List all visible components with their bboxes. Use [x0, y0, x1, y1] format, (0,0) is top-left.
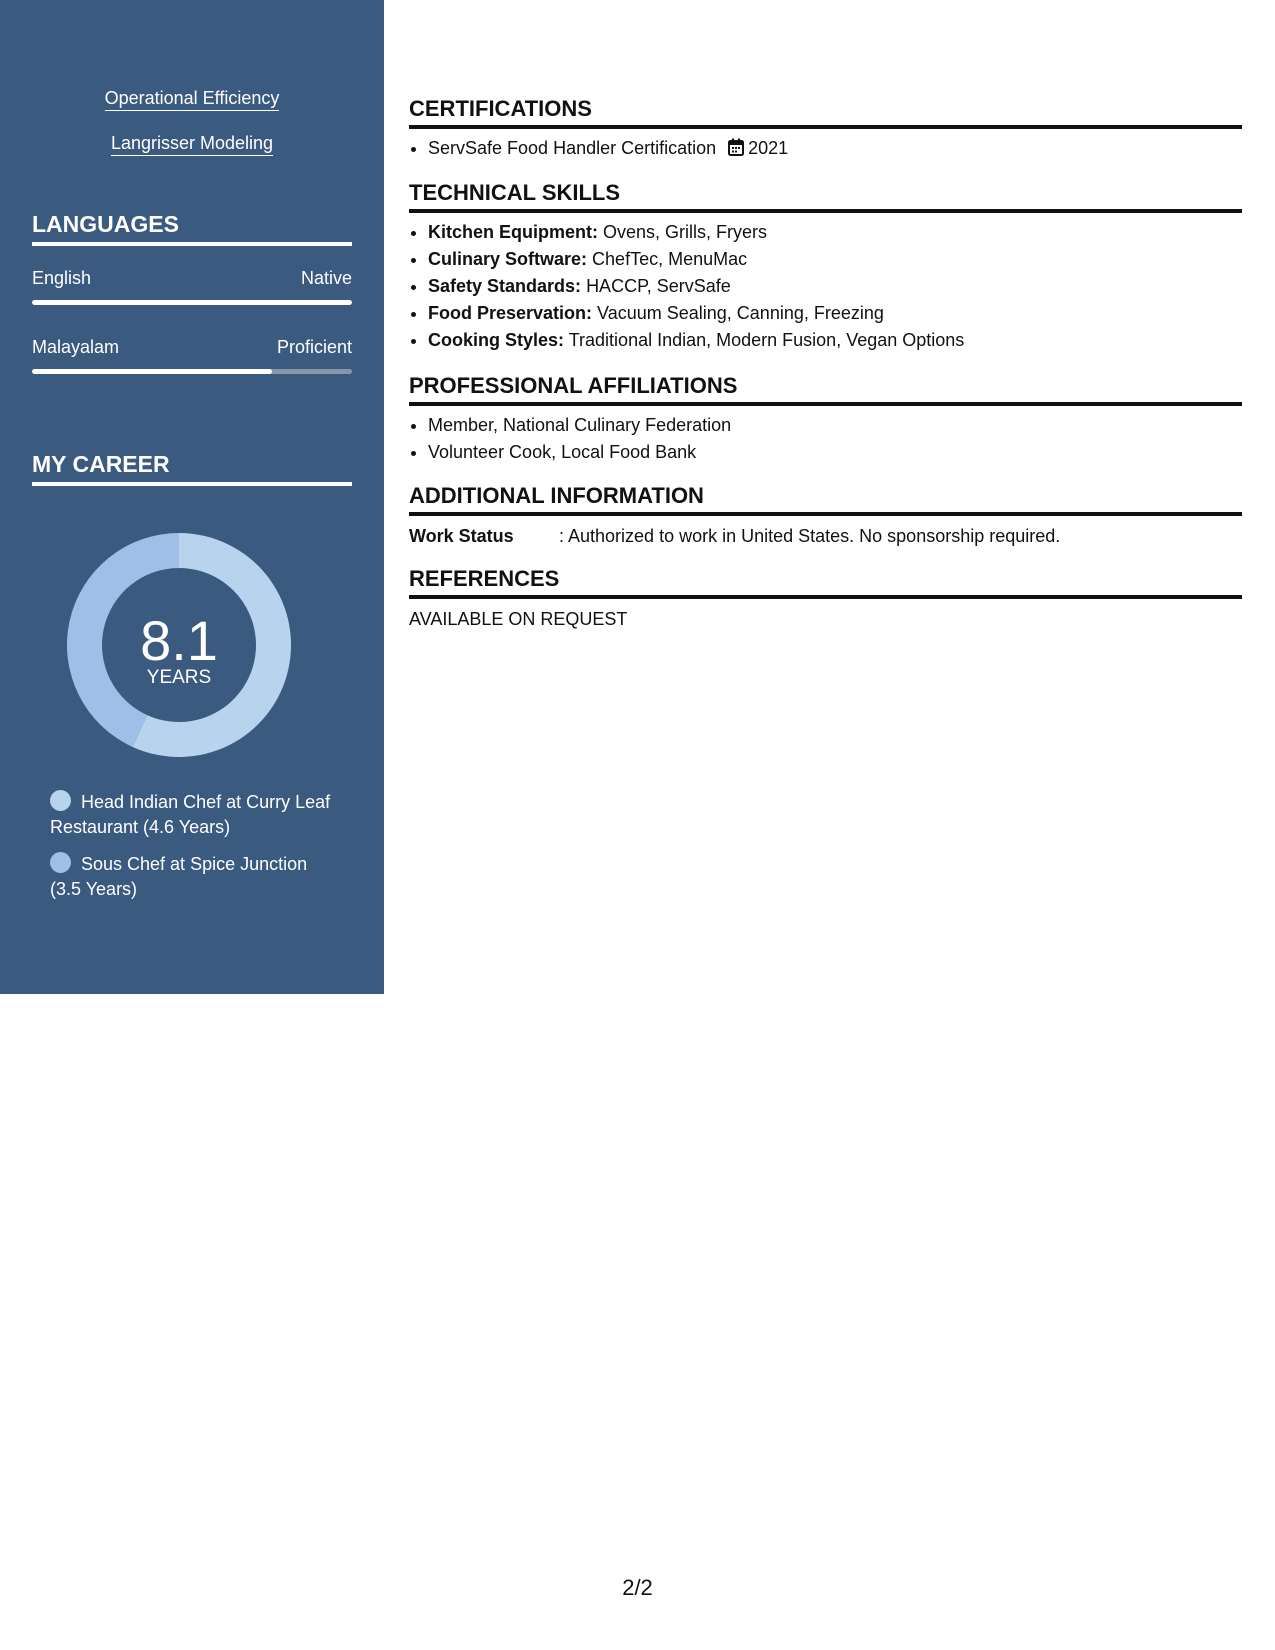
language-name: Malayalam	[32, 337, 120, 357]
language-name: English	[32, 268, 92, 288]
language-bar-malayalam	[32, 369, 352, 374]
list-item: • Food Preservation: Vacuum Sealing, Canning, Freezing	[428, 300, 1242, 327]
certifications-heading: CERTIFICATIONS	[409, 96, 1242, 129]
affiliations-heading: PROFESSIONAL AFFILIATIONS	[409, 373, 1242, 406]
language-row-malayalam	[32, 337, 352, 358]
references-heading: REFERENCES	[409, 566, 1242, 599]
language-row-english	[32, 268, 352, 289]
career-total-unit: YEARS	[146, 667, 212, 688]
work-status-label: Work Status	[409, 526, 514, 546]
language-level: Proficient	[276, 337, 352, 357]
legend-dot	[50, 790, 71, 811]
language-level: Native	[300, 268, 352, 288]
language-bar-fill	[32, 369, 272, 374]
skill-link-operational-efficiency[interactable]: Operational Efficiency	[0, 88, 384, 109]
affiliations-list	[409, 412, 1242, 466]
list-item: • Culinary Software: ChefTec, MenuMac	[428, 246, 1242, 273]
technical-skills-list	[409, 219, 1242, 354]
page-number: 2/2	[622, 1575, 653, 1600]
sidebar	[0, 0, 384, 994]
career-legend-item: Sous Chef at Spice Junction (3.5 Years)	[50, 854, 308, 899]
career-donut-chart	[66, 532, 292, 758]
legend-dot	[50, 852, 71, 873]
list-item: • Cooking Styles: Traditional Indian, Modern Fusion, Vegan Options	[428, 327, 1242, 354]
languages-heading: LANGUAGES	[32, 211, 352, 246]
references-text: AVAILABLE ON REQUEST	[409, 609, 628, 629]
language-bar-english	[32, 300, 352, 305]
certifications-list	[409, 135, 1242, 164]
skill-link-langrisser-modeling[interactable]: Langrisser Modeling	[0, 133, 384, 154]
list-item: • ServSafe Food Handler Certification 2021	[428, 135, 1242, 164]
career-heading: MY CAREER	[32, 451, 352, 486]
additional-info-heading: ADDITIONAL INFORMATION	[409, 483, 1242, 516]
career-total-value: 8.1	[140, 609, 218, 672]
work-status-value: : Authorized to work in United States. No sponsorship required.	[559, 526, 1061, 546]
work-status-row	[409, 526, 1060, 547]
calendar-icon	[728, 137, 744, 164]
list-item: • Member, National Culinary Federation	[428, 412, 1242, 439]
list-item: • Kitchen Equipment: Ovens, Grills, Fryers	[428, 219, 1242, 246]
list-item: • Safety Standards: HACCP, ServSafe	[428, 273, 1242, 300]
language-bar-fill	[32, 300, 352, 305]
career-legend-item: Head Indian Chef at Curry Leaf Restaurant (4.6 Years)	[50, 792, 331, 837]
technical-skills-heading: TECHNICAL SKILLS	[409, 180, 1242, 213]
list-item: • Volunteer Cook, Local Food Bank	[428, 439, 1242, 466]
